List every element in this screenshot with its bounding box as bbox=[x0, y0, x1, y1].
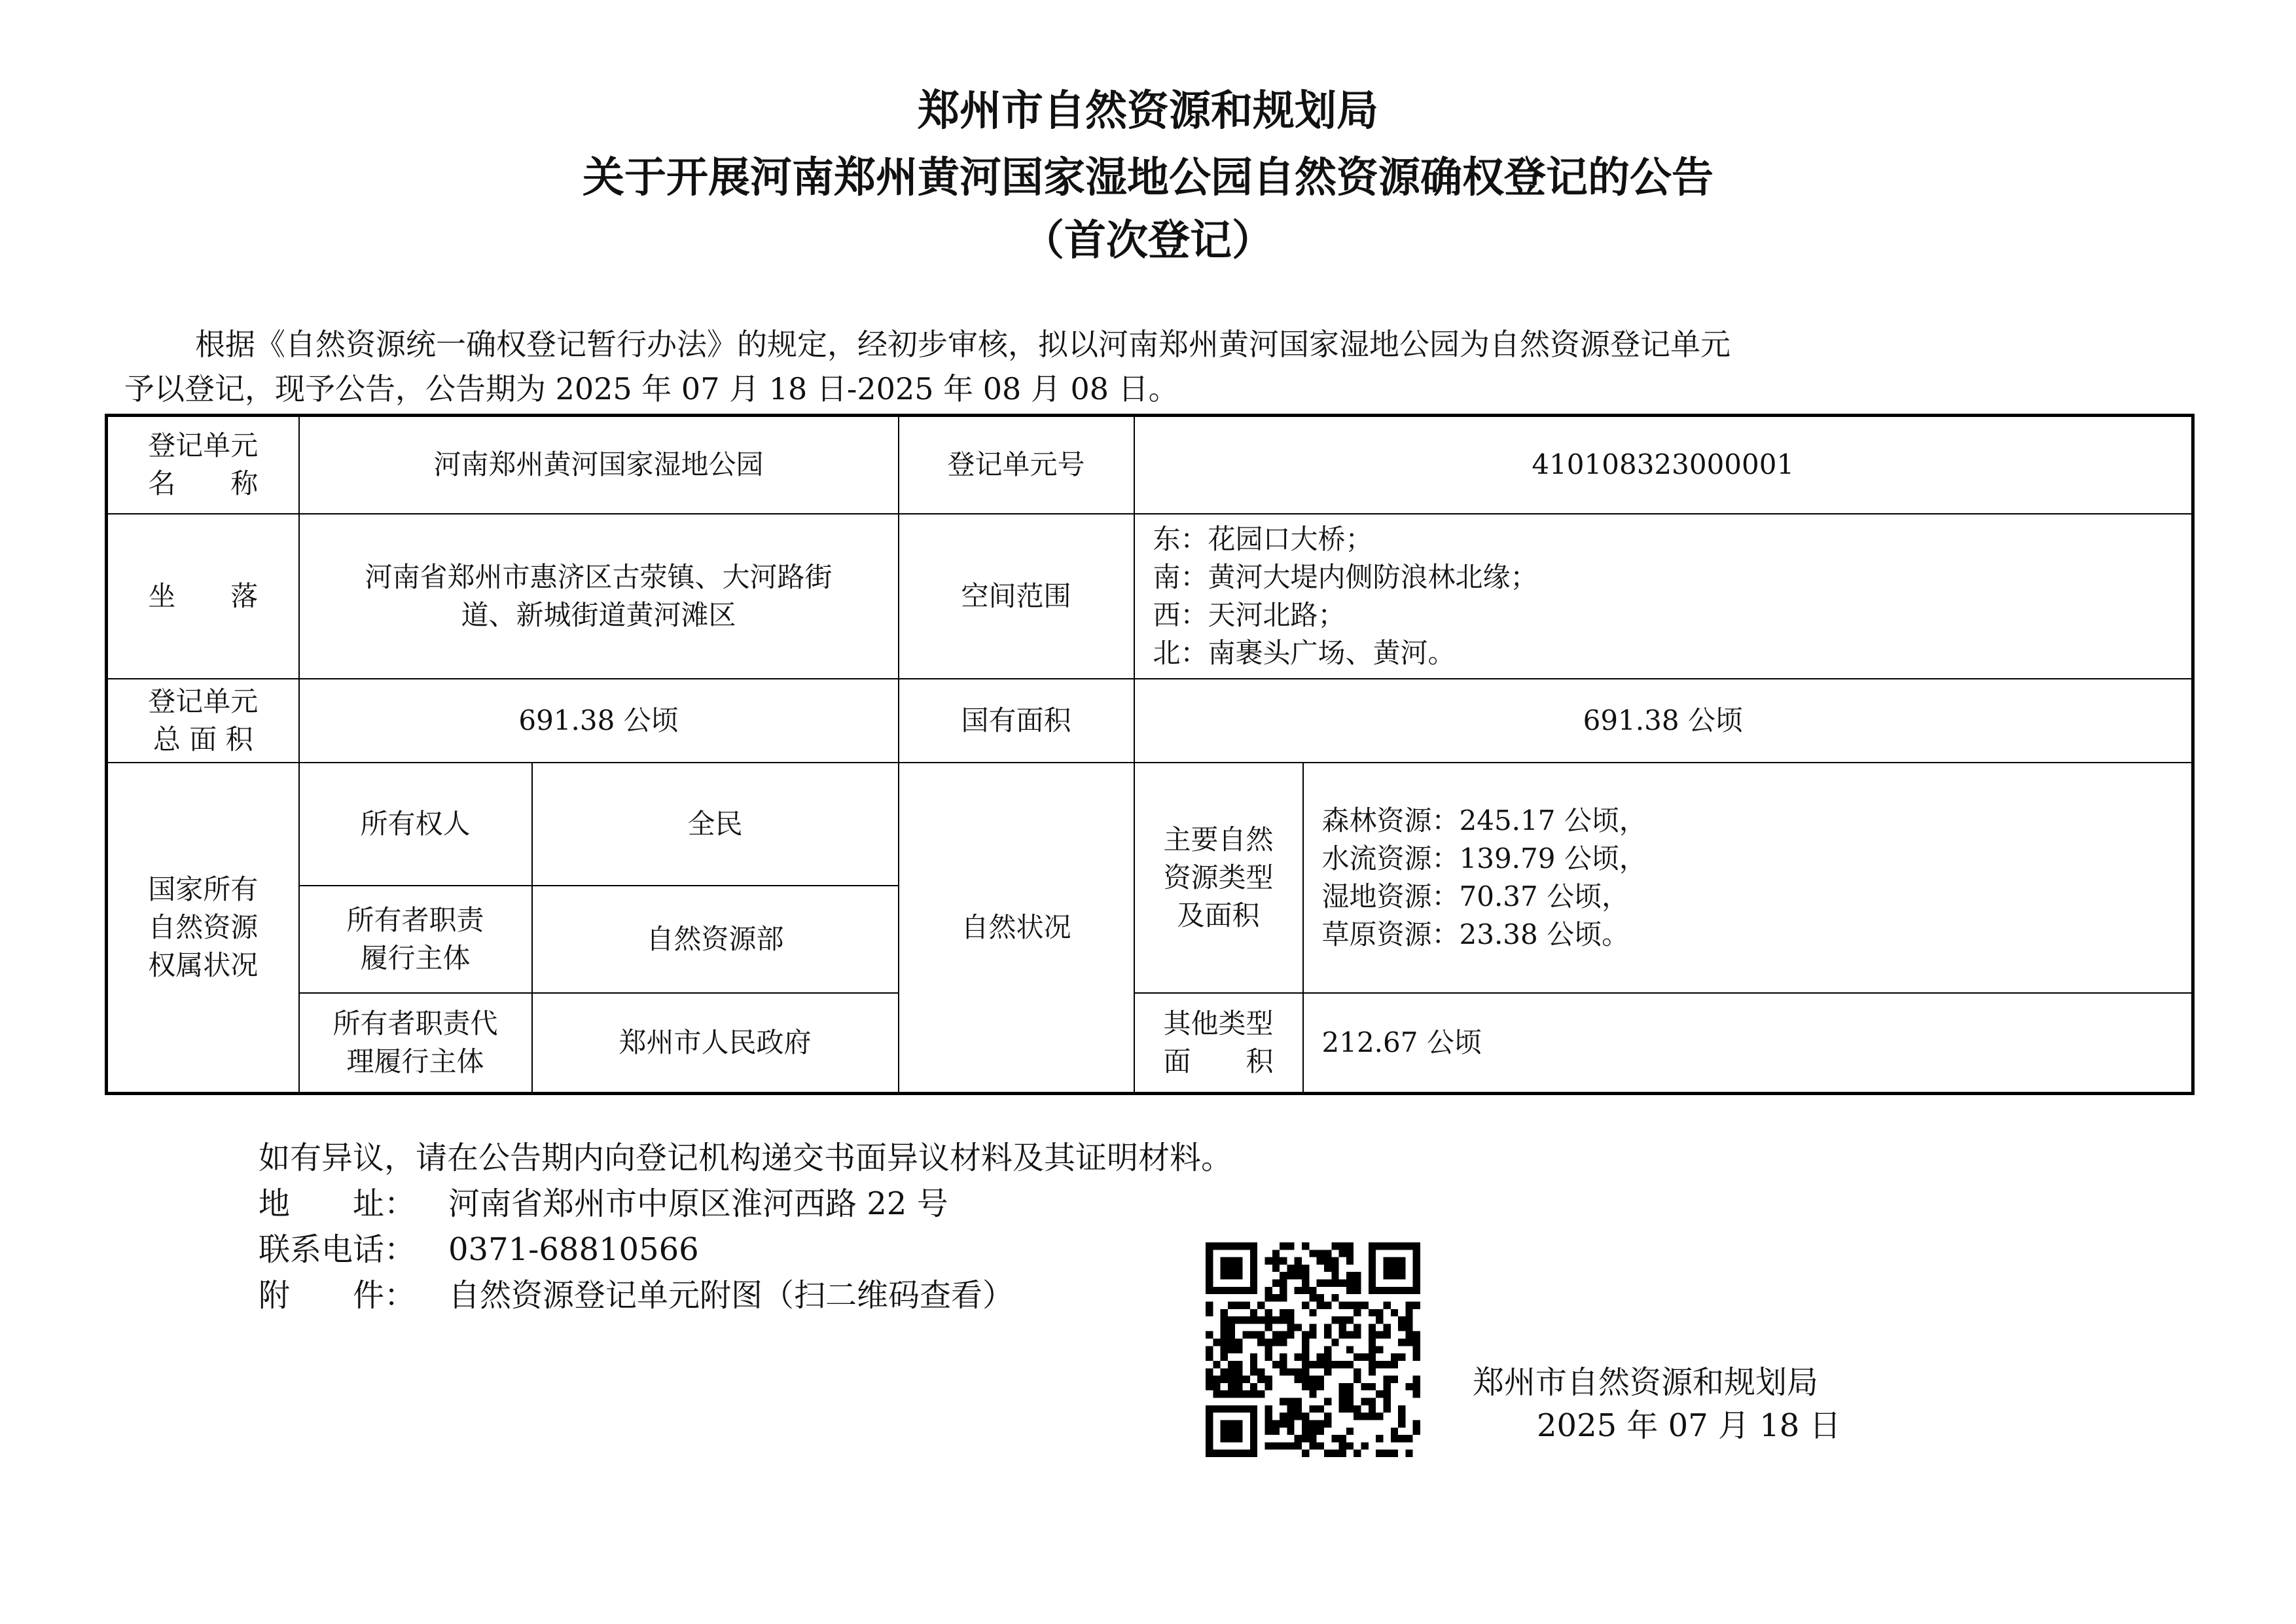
scope-south: 南：黄河大堤内侧防浪林北缘； bbox=[1153, 560, 1538, 593]
intro-paragraph-line-2: 予以登记，现予公告，公告期为 2025 年 07 月 18 日-2025 年 08 月 08 日。 bbox=[124, 371, 1179, 406]
attachment-value: 自然资源登记单元附图（扫二维码查看） bbox=[448, 1277, 1014, 1314]
scope-value bbox=[1134, 514, 2193, 679]
objection-notice: 如有异议，请在公告期内向登记机构递交书面异议材料及其证明材料。 bbox=[259, 1140, 1233, 1176]
wetland-resource: 湿地资源：70.37 公顷， bbox=[1321, 880, 1630, 912]
duty-subject-label: 所有者职责 履行主体 bbox=[299, 886, 532, 993]
issuer-organization: 郑州市自然资源和规划局 bbox=[1473, 1364, 1819, 1401]
attachment-line bbox=[259, 1274, 1014, 1317]
natural-status-label: 自然状况 bbox=[899, 763, 1134, 1094]
issue-date: 2025 年 07 月 18 日 bbox=[1537, 1407, 1841, 1444]
scope-west: 西：天河北路； bbox=[1153, 598, 1346, 631]
scope-east: 东：花园口大桥； bbox=[1153, 522, 1373, 555]
ownership-status-label: 国家所有 自然资源 权属状况 bbox=[107, 763, 299, 1094]
main-resource-types-value bbox=[1303, 763, 2193, 993]
unit-name-label: 登记单元 名 称 bbox=[107, 416, 299, 514]
location-label: 坐 落 bbox=[107, 514, 299, 679]
unit-number-value: 410108323000001 bbox=[1134, 416, 2193, 514]
duty-subject-value: 自然资源部 bbox=[532, 886, 899, 993]
address-value: 河南省郑州市中原区淮河西路 22 号 bbox=[448, 1185, 948, 1222]
owner-value: 全民 bbox=[532, 763, 899, 886]
other-types-value: 212.67 公顷 bbox=[1303, 993, 2193, 1094]
phone-label: 联系电话： bbox=[259, 1231, 416, 1268]
notice-title-line-3: （首次登记） bbox=[1022, 217, 1274, 265]
location-value: 河南省郑州市惠济区古荥镇、大河路街 道、新城街道黄河滩区 bbox=[299, 514, 899, 679]
intro-paragraph-line-1: 根据《自然资源统一确权登记暂行办法》的规定，经初步审核，拟以河南郑州黄河国家湿地公园为自然资源登记单元 bbox=[195, 327, 1731, 362]
main-resource-types-label: 主要自然 资源类型 及面积 bbox=[1134, 763, 1303, 993]
attachment-label: 附 件： bbox=[259, 1277, 416, 1314]
agent-subject-value: 郑州市人民政府 bbox=[532, 993, 899, 1094]
unit-number-label: 登记单元号 bbox=[899, 416, 1134, 514]
agent-subject-label: 所有者职责代 理履行主体 bbox=[299, 993, 532, 1094]
registration-table bbox=[105, 414, 2195, 1095]
address-label: 地 址： bbox=[259, 1185, 416, 1222]
forest-resource: 森林资源：245.17 公顷， bbox=[1321, 804, 1647, 837]
owner-label: 所有权人 bbox=[299, 763, 532, 886]
state-area-value: 691.38 公顷 bbox=[1134, 679, 2193, 763]
other-types-label: 其他类型 面 积 bbox=[1134, 993, 1303, 1094]
scope-north: 北：南裹头广场、黄河。 bbox=[1153, 636, 1456, 669]
notice-title-line-1: 郑州市自然资源和规划局 bbox=[918, 87, 1378, 135]
unit-name-value: 河南郑州黄河国家湿地公园 bbox=[299, 416, 899, 514]
phone-line bbox=[259, 1228, 699, 1271]
total-area-label: 登记单元 总 面 积 bbox=[107, 679, 299, 763]
grassland-resource: 草原资源：23.38 公顷。 bbox=[1321, 918, 1630, 950]
state-area-label: 国有面积 bbox=[899, 679, 1134, 763]
phone-value: 0371-68810566 bbox=[448, 1231, 699, 1268]
address-line bbox=[259, 1182, 948, 1225]
water-resource: 水流资源：139.79 公顷， bbox=[1321, 842, 1647, 875]
notice-title-line-2: 关于开展河南郑州黄河国家湿地公园自然资源确权登记的公告 bbox=[583, 154, 1713, 202]
total-area-value: 691.38 公顷 bbox=[299, 679, 899, 763]
qr-code-icon[interactable] bbox=[1206, 1242, 1420, 1457]
scope-label: 空间范围 bbox=[899, 514, 1134, 679]
